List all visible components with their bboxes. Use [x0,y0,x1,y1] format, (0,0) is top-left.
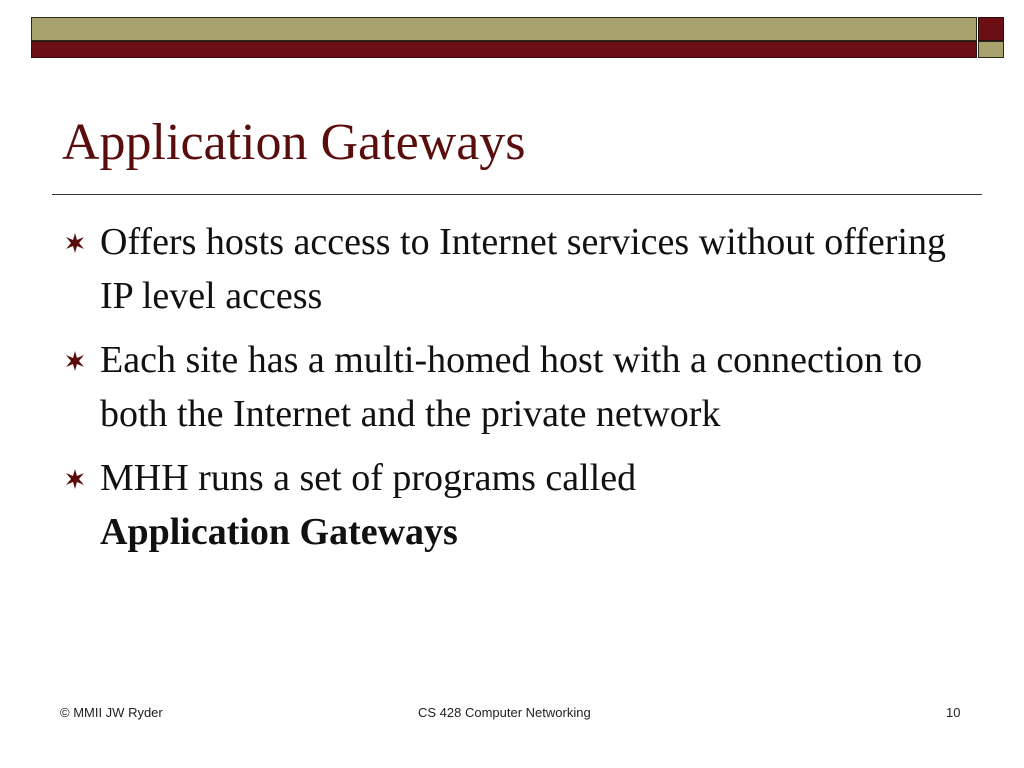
header-bar-olive [31,17,977,41]
bullet-text: Offers hosts access to Internet services without offering IP level access [100,221,946,317]
bullet-text: MHH runs a set of programs called [100,457,637,499]
footer-course: CS 428 Computer Networking [418,705,591,720]
bullet-item [62,333,972,441]
bullet-text: Each site has a multi-homed host with a connection to both the Internet and the private network [100,339,923,435]
header-bar-maroon [31,41,977,58]
bullet-emphasis: Application Gateways [100,511,458,553]
star-bullet-icon [64,232,86,254]
star-bullet-icon [64,350,86,372]
bullet-item [62,451,972,559]
header-square-maroon [978,17,1004,41]
title-divider [52,194,982,195]
footer-copyright: © MMII JW Ryder [60,705,163,720]
footer-page-number: 10 [946,705,961,720]
star-bullet-icon [64,468,86,490]
header-square-olive [978,41,1004,58]
bullet-item [62,215,972,323]
slide-title: Application Gateways [62,114,526,171]
bullet-list [62,215,972,569]
